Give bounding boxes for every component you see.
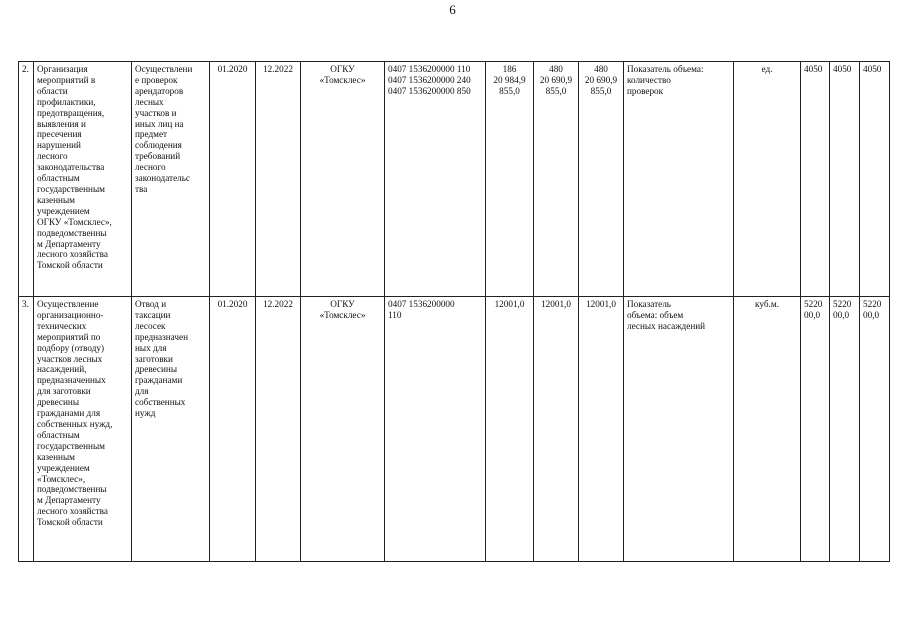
indicator: Показатель объема: количество проверок <box>624 62 734 297</box>
table-row <box>19 62 890 297</box>
budget-code: 0407 1536200000 110 <box>385 297 486 562</box>
funding-year-1: 186 20 984,9 855,0 <box>486 62 534 297</box>
funding-year-2: 12001,0 <box>534 297 579 562</box>
unit: куб.м. <box>734 297 801 562</box>
indicator-value-2: 5220 00,0 <box>830 297 860 562</box>
unit: ед. <box>734 62 801 297</box>
indicator-value-1: 4050 <box>801 62 830 297</box>
funding-year-2: 480 20 690,9 855,0 <box>534 62 579 297</box>
page-number: 6 <box>449 2 456 17</box>
program-table <box>18 61 890 562</box>
indicator-value-1: 5220 00,0 <box>801 297 830 562</box>
funding-year-1: 12001,0 <box>486 297 534 562</box>
row-number: 3. <box>19 297 34 562</box>
table-row <box>19 297 890 562</box>
start-date: 01.2020 <box>210 62 256 297</box>
budget-code: 0407 1536200000 110 0407 1536200000 240 0407 1536200000 850 <box>385 62 486 297</box>
activity-description: Отвод и таксации лесосек предназначен ных для заготовки древесины гражданами для собственных нужд <box>132 297 210 562</box>
executor: ОГКУ «Томсклес» <box>301 297 385 562</box>
measure-name: Организация мероприятий в области профилактики, предотвращения, выявления и пресечения нарушений лесного законодательства областным государственным казенным учреждением ОГКУ «Томсклес», подведомственны м Департаменту лесного хозяйства Томской области <box>34 62 132 297</box>
measure-name: Осуществление организационно- технических мероприятий по подбору (отводу) участков лесных насаждений, предназначенных для заготовки древесины гражданами для собственных нужд, областным государственным казенным учреждением «Томсклес», подведомственны м Департаменту лесного хозяйства Томской области <box>34 297 132 562</box>
indicator: Показатель объема: объем лесных насаждений <box>624 297 734 562</box>
funding-year-3: 12001,0 <box>579 297 624 562</box>
executor: ОГКУ «Томсклес» <box>301 62 385 297</box>
indicator-value-3: 5220 00,0 <box>860 297 890 562</box>
indicator-value-2: 4050 <box>830 62 860 297</box>
end-date: 12.2022 <box>256 297 301 562</box>
row-number: 2. <box>19 62 34 297</box>
start-date: 01.2020 <box>210 297 256 562</box>
indicator-value-3: 4050 <box>860 62 890 297</box>
funding-year-3: 480 20 690,9 855,0 <box>579 62 624 297</box>
end-date: 12.2022 <box>256 62 301 297</box>
activity-description: Осуществлени е проверок арендаторов лесных участков и иных лиц на предмет соблюдения требований лесного законодательс тва <box>132 62 210 297</box>
